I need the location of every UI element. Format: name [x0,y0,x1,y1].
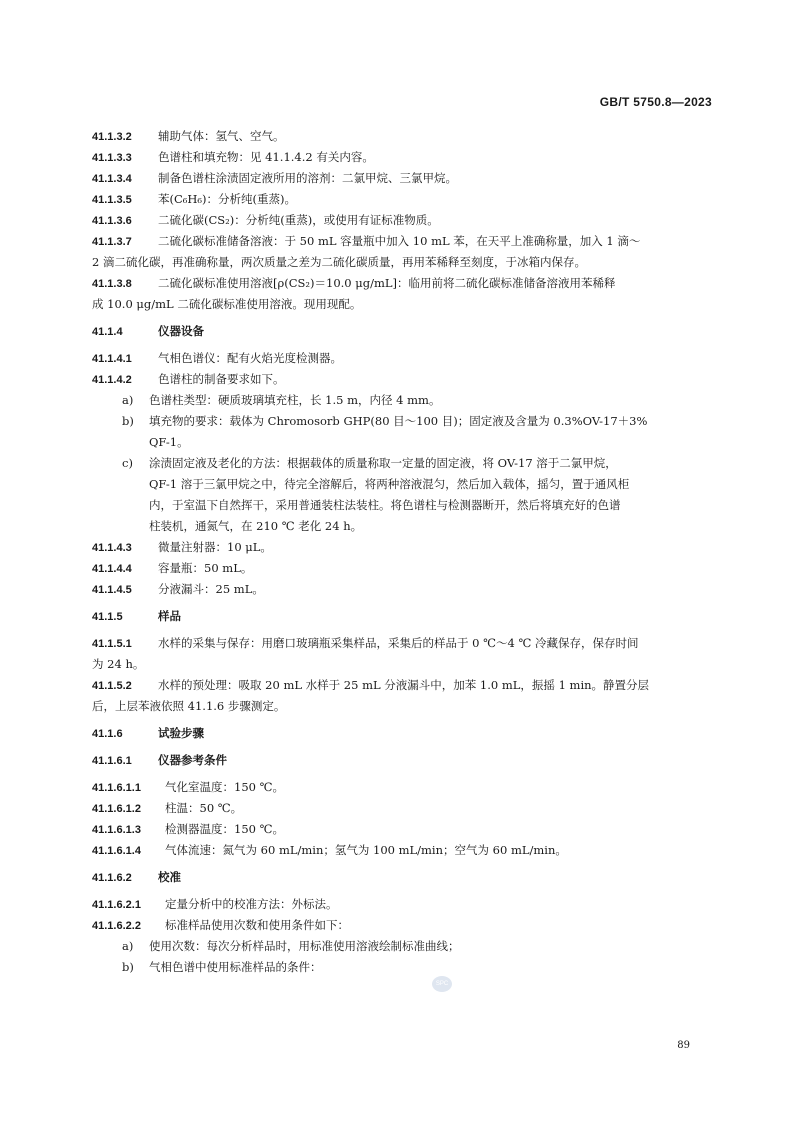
list-text: 色谱柱类型：硬质玻璃填充柱，长 1.5 m，内径 4 mm。 [149,393,441,407]
section-title: 仪器设备 [158,326,204,338]
para-line [92,798,712,819]
standard-code: GB/T 5750.8—2023 [599,95,712,109]
para-continuation [92,696,712,717]
list-item [92,957,712,978]
list-label: a) [122,939,134,953]
list-text: 气相色谱中使用标准样品的条件： [149,960,322,974]
clause-text: 色谱柱的制备要求如下。 [158,372,285,386]
clause-text: 微量注射器：10 μL。 [158,540,272,554]
list-label: b) [122,960,134,974]
para-line [92,537,712,558]
list-label: b) [122,414,134,428]
para-line [92,558,712,579]
clause-number: 41.1.4.5 [92,584,132,596]
clause-number: 41.1.4.2 [92,374,132,386]
clause-text: 气体流速：氮气为 60 mL/min；氢气为 100 mL/min；空气为 60 mL/min。 [165,843,567,857]
clause-number: 41.1.3.6 [92,215,132,227]
list-continuation [92,432,712,453]
list-continuation [92,495,712,516]
subsection-title: 校准 [158,872,181,884]
clause-text: 检测器温度：150 ℃。 [165,822,284,836]
list-continuation [92,516,712,537]
clause-number: 41.1.5.1 [92,638,132,650]
subsection-title: 仪器参考条件 [158,755,227,767]
watermark-logo: SPC [432,976,452,992]
para-continuation [92,654,712,675]
clause-number: 41.1.3.8 [92,278,132,290]
list-continuation [92,474,712,495]
section-heading [92,723,712,744]
para-line [92,189,712,210]
list-item [92,453,712,474]
para-line [92,231,712,252]
para-line [92,168,712,189]
section-number: 41.1.4 [92,326,123,338]
section-number: 41.1.6 [92,728,123,740]
list-text: 柱装机，通氮气，在 210 ℃ 老化 24 h。 [149,519,363,533]
clause-text: 苯(C₆H₆)：分析纯(重蒸)。 [158,192,296,206]
clause-number: 41.1.3.3 [92,152,132,164]
subsection-number: 41.1.6.2 [92,872,132,884]
clause-text: 二硫化碳标准使用溶液[ρ(CS₂)＝10.0 μg/mL]：临用前将二硫化碳标准储备溶液用苯稀释 [158,276,616,290]
clause-text: 2 滴二硫化碳，再准确称量，两次质量之差为二硫化碳质量，再用苯稀释至刻度，于冰箱内保存。 [92,255,586,269]
clause-number: 41.1.3.4 [92,173,132,185]
clause-number: 41.1.6.2.2 [92,920,141,932]
para-line [92,840,712,861]
section-number: 41.1.5 [92,611,123,623]
clause-number: 41.1.4.1 [92,353,132,365]
clause-text: 标准样品使用次数和使用条件如下： [165,918,349,932]
clause-number: 41.1.6.1.1 [92,782,141,794]
clause-text: 成 10.0 μg/mL 二硫化碳标准使用溶液。现用现配。 [92,297,362,311]
list-text: 填充物的要求：载体为 Chromosorb GHP(80 目～100 目)；固定液及含量为 0.3%OV-17＋3% [149,414,648,428]
para-continuation [92,252,712,273]
clause-number: 41.1.5.2 [92,680,132,692]
clause-number: 41.1.4.4 [92,563,132,575]
clause-text: 水样的预处理：吸取 20 mL 水样于 25 mL 分液漏斗中，加苯 1.0 mL，振摇 1 min。静置分层 [158,678,650,692]
page-number: 89 [677,1040,690,1051]
section-heading [92,321,712,342]
section-heading [92,606,712,627]
clause-text: 分液漏斗：25 mL。 [158,582,264,596]
clause-text: 定量分析中的校准方法：外标法。 [165,897,338,911]
clause-text: 柱温：50 ℃。 [165,801,243,815]
subsection-number: 41.1.6.1 [92,755,132,767]
list-item [92,390,712,411]
document-body [92,126,712,978]
clause-number: 41.1.3.7 [92,236,132,248]
para-continuation [92,294,712,315]
clause-text: 辅助气体：氢气、空气。 [158,129,285,143]
clause-text: 水样的采集与保存：用磨口玻璃瓶采集样品，采集后的样品于 0 ℃～4 ℃ 冷藏保存，保存时间 [158,636,639,650]
para-line [92,915,712,936]
clause-number: 41.1.6.1.4 [92,845,141,857]
clause-number: 41.1.6.1.2 [92,803,141,815]
list-text: QF-1 溶于三氯甲烷之中，待完全溶解后，将两种溶液混匀，然后加入载体，摇匀，置于通风柜 [149,477,630,491]
clause-number: 41.1.3.2 [92,131,132,143]
clause-text: 气化室温度：150 ℃。 [165,780,284,794]
list-label: a) [122,393,134,407]
para-line [92,210,712,231]
clause-text: 二硫化碳(CS₂)：分析纯(重蒸)，或使用有证标准物质。 [158,213,439,227]
clause-text: 为 24 h。 [92,657,145,671]
clause-number: 41.1.4.3 [92,542,132,554]
para-line [92,126,712,147]
para-line [92,273,712,294]
clause-number: 41.1.6.1.3 [92,824,141,836]
clause-text: 制备色谱柱涂渍固定液所用的溶剂：二氯甲烷、三氯甲烷。 [158,171,457,185]
para-line [92,369,712,390]
para-line [92,633,712,654]
clause-number: 41.1.6.2.1 [92,899,141,911]
para-line [92,675,712,696]
clause-number: 41.1.3.5 [92,194,132,206]
para-line [92,147,712,168]
para-line [92,819,712,840]
clause-text: 容量瓶：50 mL。 [158,561,253,575]
clause-text: 气相色谱仪：配有火焰光度检测器。 [158,351,342,365]
section-title: 试验步骤 [158,728,204,740]
list-text: 涂渍固定液及老化的方法：根据载体的质量称取一定量的固定液，将 OV-17 溶于二氯甲烷， [149,456,617,470]
para-line [92,894,712,915]
clause-text: 色谱柱和填充物：见 41.1.4.2 有关内容。 [158,150,374,164]
para-line [92,348,712,369]
subsection-heading [92,750,712,771]
list-text: 内，于室温下自然挥干，采用普通装柱法装柱。将色谱柱与检测器断开，然后将填充好的色谱 [149,498,621,512]
clause-text: 后，上层苯液依照 41.1.6 步骤测定。 [92,699,286,713]
list-label: c) [122,456,133,470]
clause-text: 二硫化碳标准储备溶液：于 50 mL 容量瓶中加入 10 mL 苯，在天平上准确称量，加入 1 滴～ [158,234,641,248]
list-text: 使用次数：每次分析样品时，用标准使用溶液绘制标准曲线； [149,939,460,953]
list-item [92,411,712,432]
subsection-heading [92,867,712,888]
list-text: QF-1。 [149,435,189,449]
section-title: 样品 [158,611,181,623]
para-line [92,579,712,600]
para-line [92,777,712,798]
list-item [92,936,712,957]
